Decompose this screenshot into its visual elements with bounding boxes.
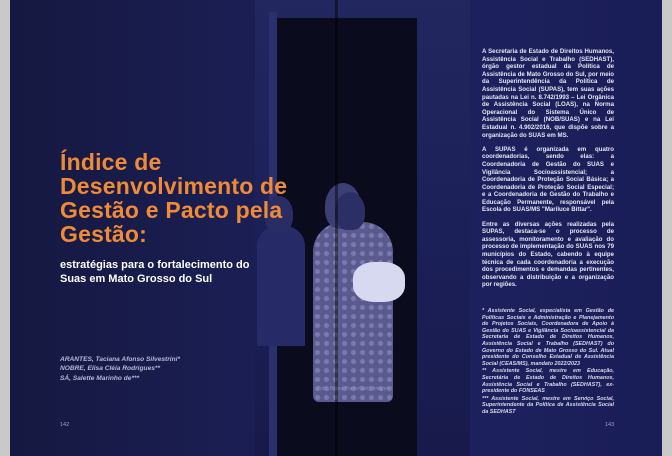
page-number-left: 142: [60, 422, 70, 428]
photo-credit: Foto: Bruna Prado/Getty Images: [317, 386, 389, 392]
woman-figure: [313, 222, 393, 402]
body-paragraph: Entre as diversas ações realizadas pela SUPAS, destaca-se o processo de assessoria, monitoramento e avaliação do processo de implementação do SUAS nos 79 municípios do Estado, cabendo à equipe técnica de cada coordenadoria a execução dos procedimentos e demandas pertinentes, observando a distribuição e a organização por regiões.: [482, 220, 614, 289]
article-title: Índice de Desenvolvimento de Gestão e Pacto pela Gestão:: [60, 149, 288, 247]
body-paragraph: A SUPAS é organizada em quatro coordenadorias, sendo elas: a Coordenadoria de Gestão do SUAS e Vigilância Socioassistencial; a Coordenadoria de Proteção Social Básica; a Coordenadoria de Proteção Social Especial; e a Coordenadoria de Gestão do Trabalho e Educação Permanente, responsável pela Escola do SUAS/MS "Mariluce Bittar".: [482, 145, 614, 214]
body-text: [482, 48, 614, 296]
footnote: * Assistente Social, especialista em Gestão de Políticas Sociais e Administração e Planejamento de Projetos Sociais, Coordenadora de Apoio à Gestão do SUAS e Vigilância Socioassistencial da Secretaria de Estado de Direitos Humanos, Assistência Social e Trabalho (SEDHAST) do Governo do Estado de Mato Grosso do Sul. Atual presidente do Conselho Estadual de Assistência Social (CEAS/MS), mandato 2022/2023: [482, 308, 614, 367]
page-edge-right: [662, 0, 672, 456]
page-number-right: 143: [605, 422, 615, 428]
page-edge-left: [0, 0, 10, 456]
author-line: NOBRE, Elisa Cléia Rodrigues**: [60, 365, 161, 373]
article-subtitle: estratégias para o fortalecimento do Suas em Mato Grosso do Sul: [60, 259, 250, 285]
second-woman-head: [335, 192, 365, 230]
footnotes: [482, 308, 614, 417]
spine-gutter: [335, 0, 338, 456]
author-line: ARANTES, Taciana Afonso Silvestrini*: [60, 356, 181, 363]
body-paragraph: A Secretaria de Estado de Direitos Humanos, Assistência Social e Trabalho (SEDHAST), órgão gestor estadual da Política de Assistência de Mato Grosso do Sul, por meio da Superintendência da Política de Assistência Social (SUPAS), tem suas ações pautadas na Lei n. 8.742/1993 – Lei Orgânica de Assistência Social (LOAS), na Norma Operacional do Sistema Único de Assistência Social (NOB/SUAS) e na Lei Estadual n. 4.902/2016, que dispõe sobre a organização do SUAS em MS.: [482, 48, 614, 139]
author-line: SÁ, Salette Marinho de***: [60, 374, 140, 382]
footnote: ** Assistente Social, mestre em Educação, Secretária de Estado de Direitos Humanos, Assistência Social e Trabalho (SEDHAST), ex-presidente do FONSEAS: [482, 368, 614, 395]
footnote: *** Assistente Social, mestre em Serviço Social, Superintendente da Política de Assistência Social da SEDHAST: [482, 395, 614, 415]
baby-figure: [353, 262, 405, 302]
author-list: [60, 355, 260, 383]
